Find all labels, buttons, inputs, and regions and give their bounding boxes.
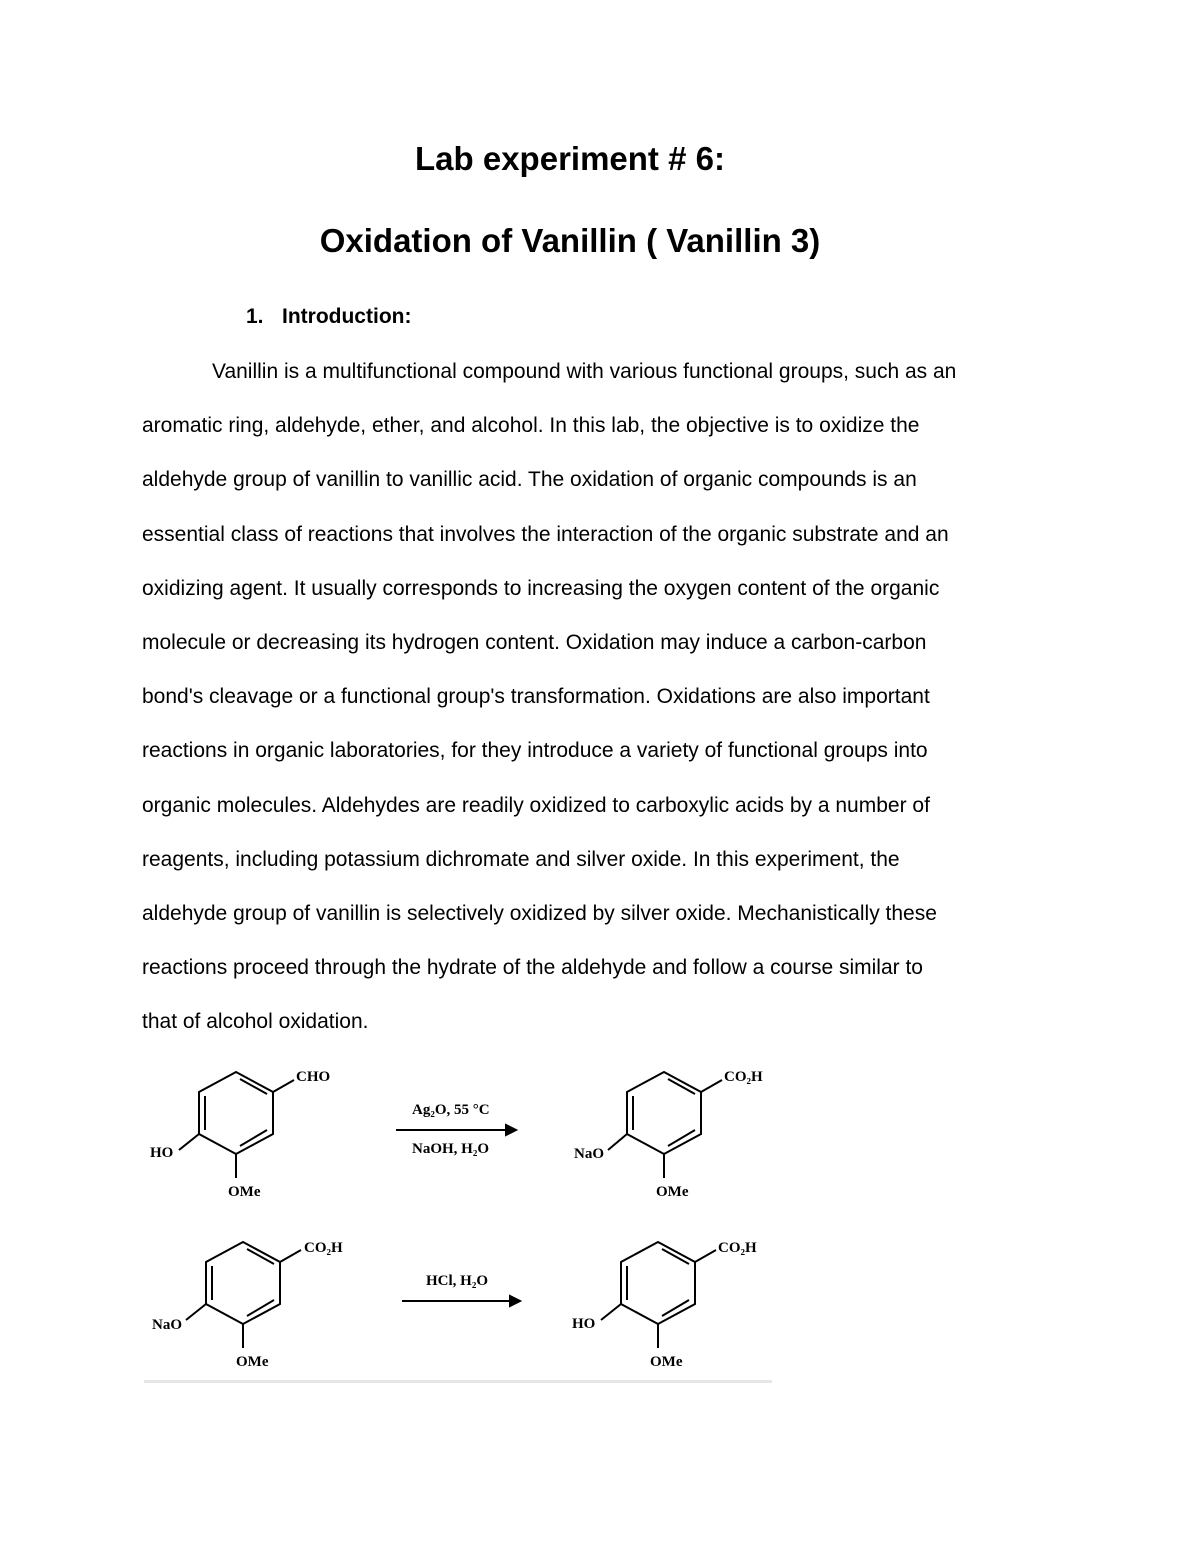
paragraph-line: bond's cleavage or a functional group's transformation. Oxidations are also important xyxy=(142,685,930,709)
reaction1-condition-below: NaOH, H₂O xyxy=(412,1141,489,1157)
introduction-paragraph xyxy=(142,345,1062,1049)
paragraph-line: aldehyde group of vanillin is selectively oxidized by silver oxide. Mechanistically these xyxy=(142,901,937,925)
reactant2-left-label: NaO xyxy=(152,1317,182,1333)
paragraph-line: organic molecules. Aldehydes are readily oxidized to carboxylic acids by a number of xyxy=(142,793,930,817)
document-title: Lab experiment # 6: xyxy=(415,140,725,177)
document-subtitle: Oxidation of Vanillin ( Vanillin 3) xyxy=(319,222,821,259)
reaction1-arrowhead xyxy=(506,1125,516,1135)
reactant1-left-label: HO xyxy=(150,1145,174,1161)
paragraph-line: essential class of reactions that involves the interaction of the organic substrate and an xyxy=(142,522,949,546)
reaction2-arrowhead xyxy=(510,1296,520,1306)
section-number: 1. xyxy=(246,305,264,328)
paragraph-line: that of alcohol oxidation. xyxy=(142,1010,369,1034)
reaction-scheme-svg xyxy=(144,1062,772,1380)
reaction2-condition-above: HCl, H₂O xyxy=(426,1273,488,1289)
paragraph-line: aldehyde group of vanillin to vanillic acid. The oxidation of organic compounds is an xyxy=(142,468,917,492)
vanillic-acid-ring xyxy=(601,1242,716,1348)
product2-bottom-label: OMe xyxy=(650,1354,683,1370)
reactant1-bottom-label: OMe xyxy=(228,1184,261,1200)
paragraph-line: aromatic ring, aldehyde, ether, and alcohol. In this lab, the objective is to oxidize the xyxy=(142,414,920,438)
section-title: Introduction: xyxy=(282,305,412,328)
paragraph-line: reactions proceed through the hydrate of the aldehyde and follow a course similar to xyxy=(142,956,923,980)
product1-left-label: NaO xyxy=(574,1146,604,1162)
reactant1-top-label: CHO xyxy=(296,1069,331,1085)
product2-top-label: CO₂H xyxy=(718,1240,757,1256)
vanillin-ring xyxy=(179,1072,294,1178)
paragraph-line: oxidizing agent. It usually corresponds to increasing the oxygen content of the organic xyxy=(142,576,940,600)
paragraph-line: molecule or decreasing its hydrogen content. Oxidation may induce a carbon-carbon xyxy=(142,630,927,654)
product1-top-label: CO₂H xyxy=(724,1069,763,1085)
section-heading xyxy=(246,305,411,329)
paragraph-line: reagents, including potassium dichromate and silver oxide. In this experiment, the xyxy=(142,847,900,871)
sodium-vanillate-ring-2 xyxy=(186,1242,301,1348)
product1-bottom-label: OMe xyxy=(656,1184,689,1200)
product2-left-label: HO xyxy=(572,1316,596,1332)
paragraph-line: reactions in organic laboratories, for they introduce a variety of functional groups into xyxy=(142,739,928,763)
reactant2-top-label: CO₂H xyxy=(304,1240,343,1256)
sodium-vanillate-ring xyxy=(608,1072,722,1178)
reaction-scheme-figure xyxy=(144,1062,772,1383)
paragraph-line: Vanillin is a multifunctional compound with various functional groups, such as an xyxy=(212,360,957,383)
reaction1-condition-above: Ag₂O, 55 °C xyxy=(412,1102,490,1118)
reactant2-bottom-label: OMe xyxy=(236,1354,269,1370)
